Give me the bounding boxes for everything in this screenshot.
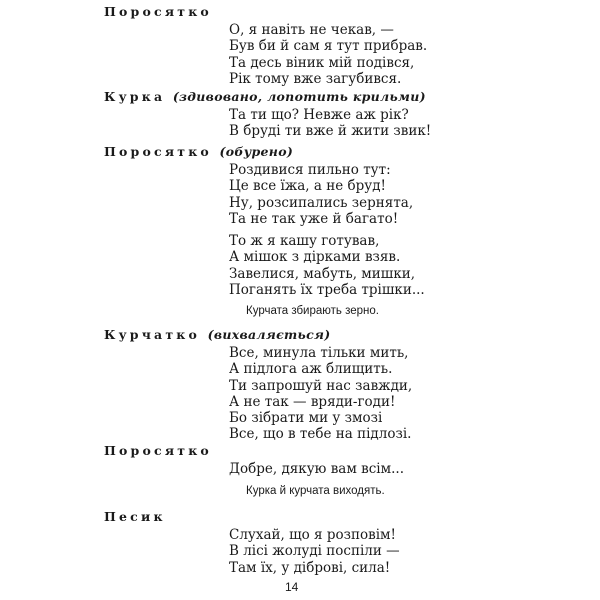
verse-stanza xyxy=(229,527,400,576)
speaker-name: Песик xyxy=(104,509,166,524)
verse-line: Та десь віник мій подівся, xyxy=(229,54,415,71)
speaker-name: Курка (здивовано, лопотить крильми) xyxy=(104,89,426,104)
page-number: 14 xyxy=(285,580,299,594)
stage-direction: Курка й курчата виходять. xyxy=(246,485,385,497)
verse-stanza xyxy=(229,345,412,443)
stage-direction: Курчата збирають зерно. xyxy=(246,305,379,317)
verse-line: Бо зібрати ми у змозі xyxy=(229,410,383,427)
verse-stanza xyxy=(229,107,431,140)
verse-line: В бруді ти вже й жити звик! xyxy=(229,123,432,140)
verse-line: Завелися, мабуть, мишки, xyxy=(229,265,416,282)
verse-stanza xyxy=(229,461,404,477)
verse-stanza xyxy=(229,162,413,227)
verse-line: Добре, дякую вам всім... xyxy=(229,461,404,477)
verse-line: А мішок з дірками взяв. xyxy=(229,249,401,266)
speaker-name: Поросятко xyxy=(104,4,212,19)
verse-line: Це все їжа, а не бруд! xyxy=(229,178,386,195)
stage-direction-inline: (здивовано, лопотить крильми) xyxy=(172,89,426,104)
speaker-name: Поросятко xyxy=(104,443,212,458)
verse-line: Слухай, що я розповім! xyxy=(229,527,396,543)
verse-line: В лісі жолуді поспіли — xyxy=(229,543,400,560)
speaker-name: Курчатко (вихваляється) xyxy=(104,327,331,342)
verse-line: А не так — вряди-годи! xyxy=(229,393,396,410)
speaker-name: Поросятко (обурено) xyxy=(104,144,294,159)
verse-line: Рік тому вже загубився. xyxy=(229,70,402,87)
verse-line: Поганять їх треба трішки... xyxy=(229,281,425,298)
verse-stanza xyxy=(229,233,425,298)
verse-line: Там їх, у діброві, сила! xyxy=(229,559,391,576)
verse-line: Все, минула тільки мить, xyxy=(229,345,409,361)
verse-stanza xyxy=(229,22,427,87)
verse-line: О, я навіть не чекав, — xyxy=(229,22,394,38)
verse-line: Роздивися пильно тут: xyxy=(229,162,391,178)
verse-line: Та ти що? Невже аж рік? xyxy=(229,107,409,123)
verse-line: Ну, розсипались зернята, xyxy=(229,194,414,211)
verse-line: Та не так уже й багато! xyxy=(229,210,399,227)
stage-direction-inline: (обурено) xyxy=(219,144,294,159)
verse-line: Ти запрошуй нас завжди, xyxy=(229,377,413,394)
verse-line: То ж я кашу готував, xyxy=(229,233,380,249)
stage-direction-inline: (вихваляється) xyxy=(207,327,331,342)
verse-line: Був би й сам я тут прибрав. xyxy=(229,38,428,55)
verse-line: Все, що в тебе на підлозі. xyxy=(229,426,412,443)
verse-line: А підлога аж блищить. xyxy=(229,361,393,378)
